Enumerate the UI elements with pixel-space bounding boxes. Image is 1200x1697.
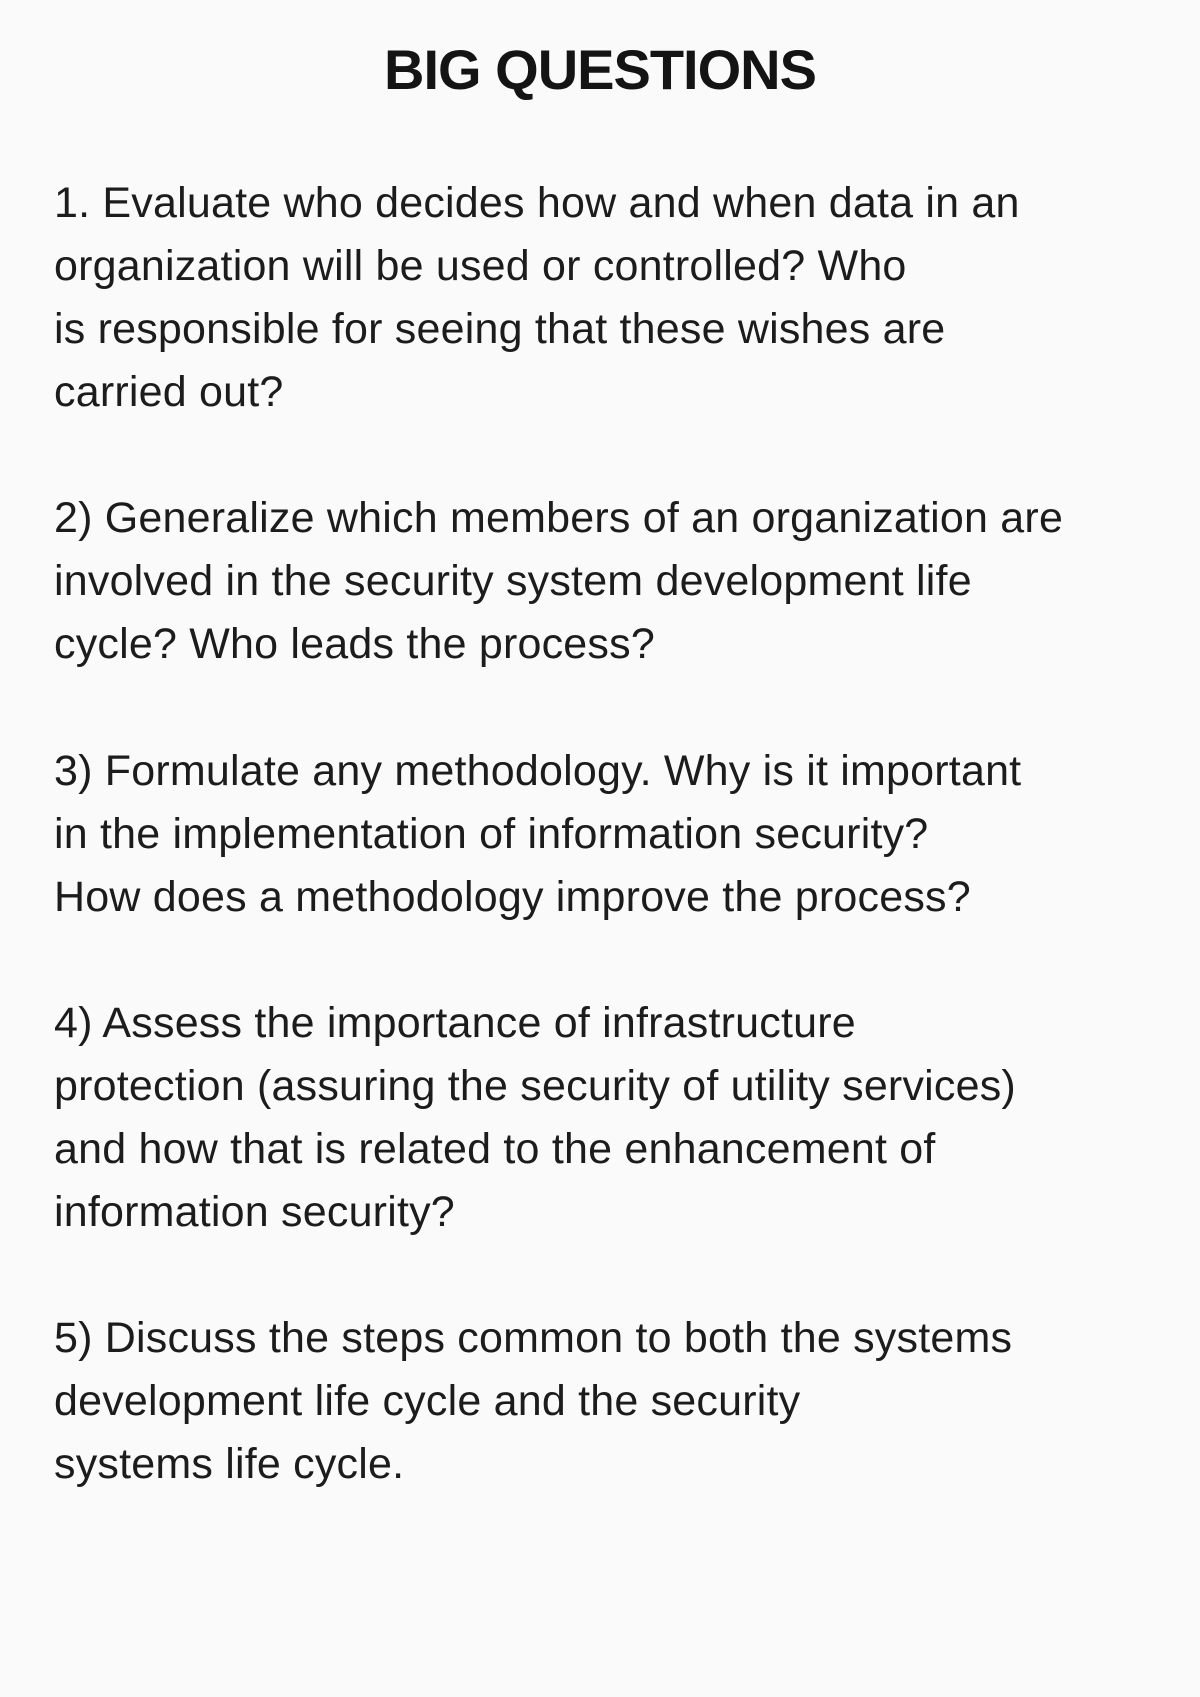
question-4-line-1: 4) Assess the importance of infrastructure xyxy=(54,999,856,1047)
page-title: BIG QUESTIONS xyxy=(384,38,816,101)
question-3-line-3: How does a methodology improve the process? xyxy=(54,873,971,921)
question-2-line-2: involved in the security system development life xyxy=(54,557,972,605)
question-1 xyxy=(54,172,1154,424)
question-1-line-1: 1. Evaluate who decides how and when data in an xyxy=(54,179,1020,227)
question-1-line-2: organization will be used or controlled? Who xyxy=(54,242,907,290)
question-1-line-4: carried out? xyxy=(54,368,284,416)
question-5-line-2: development life cycle and the security xyxy=(54,1377,801,1425)
question-4-line-3: and how that is related to the enhancement of xyxy=(54,1125,936,1173)
question-4-line-2: protection (assuring the security of utility services) xyxy=(54,1062,1016,1110)
question-2-line-3: cycle? Who leads the process? xyxy=(54,620,655,668)
question-2 xyxy=(54,487,1154,676)
question-4-line-4: information security? xyxy=(54,1188,455,1236)
question-3 xyxy=(54,740,1154,929)
question-1-line-3: is responsible for seeing that these wishes are xyxy=(54,305,946,353)
question-2-line-1: 2) Generalize which members of an organization are xyxy=(54,494,1064,542)
question-5-line-1: 5) Discuss the steps common to both the systems xyxy=(54,1314,1013,1362)
question-4 xyxy=(54,992,1154,1244)
question-3-line-1: 3) Formulate any methodology. Why is it important xyxy=(54,747,1022,795)
question-5 xyxy=(54,1307,1154,1496)
question-3-line-2: in the implementation of information security? xyxy=(54,810,929,858)
question-5-line-3: systems life cycle. xyxy=(54,1440,405,1488)
